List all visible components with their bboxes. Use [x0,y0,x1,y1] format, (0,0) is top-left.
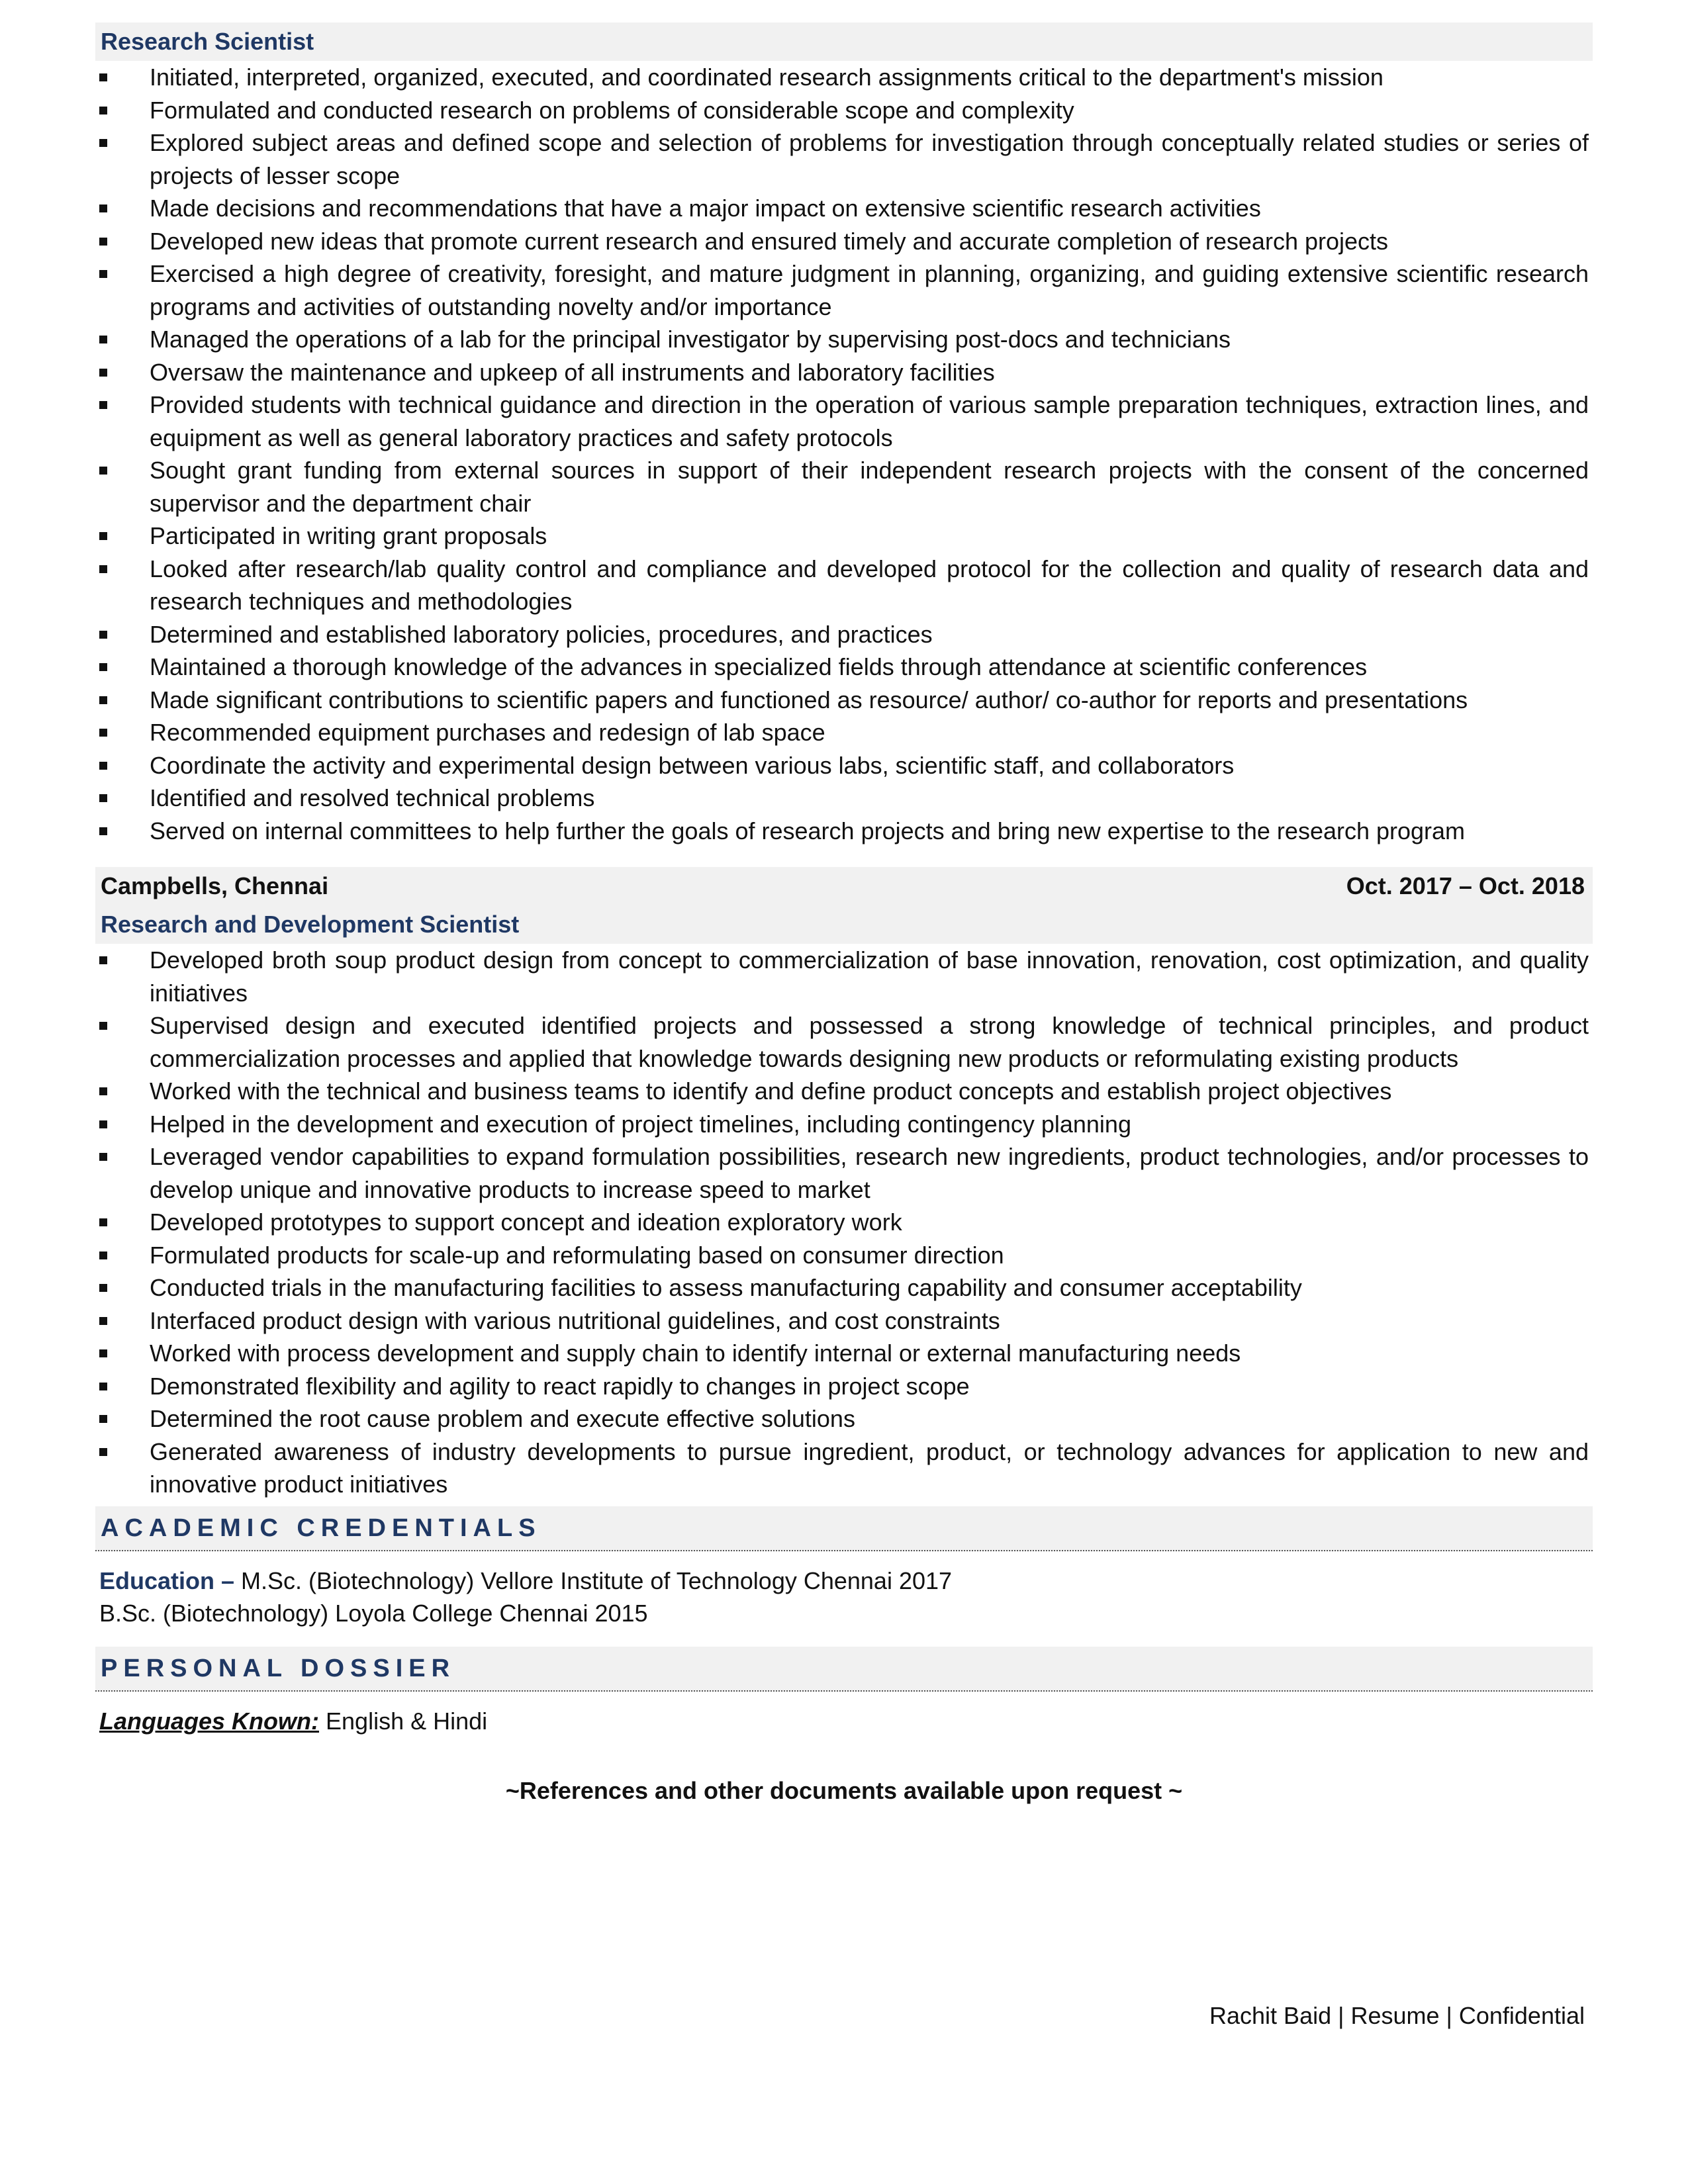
bullet-item [95,1239,1593,1272]
square-bullet-icon [99,1218,107,1226]
languages-value: English & Hindi [326,1707,488,1735]
bullet-item [95,651,1593,684]
bullet-item [95,257,1593,323]
bullet-text: Worked with process development and supply chain to identify internal or external manufacturing needs [150,1340,1241,1367]
bullet-item [95,388,1593,454]
bullet-text: Developed new ideas that promote current research and ensured timely and accurate completion of research projects [150,227,1389,255]
square-bullet-icon [99,1087,107,1095]
bullet-text: Maintained a thorough knowledge of the advances in specialized fields through attendance at scientific conferences [150,653,1368,680]
bullet-text: Explored subject areas and defined scope and selection of problems for investigation through conceptually related studies or series of projects of lesser scope [150,129,1589,189]
company-bar [95,867,1593,905]
bullet-item [95,1108,1593,1141]
square-bullet-icon [99,565,107,573]
square-bullet-icon [99,1349,107,1357]
bullet-item [95,1075,1593,1108]
references-note: ~References and other documents available upon request ~ [505,1777,1183,1804]
square-bullet-icon [99,794,107,802]
bullet-text: Made decisions and recommendations that have a major impact on extensive scientific research activities [150,195,1261,222]
square-bullet-icon [99,1022,107,1030]
square-bullet-icon [99,532,107,540]
education-label: Education – [99,1567,235,1594]
education-msc: M.Sc. (Biotechnology) Vellore Institute of Technology Chennai 2017 [241,1567,953,1594]
square-bullet-icon [99,139,107,147]
bullet-item [95,1304,1593,1338]
bullet-item [95,126,1593,192]
bullet-item [95,323,1593,356]
bullet-text: Demonstrated flexibility and agility to react rapidly to changes in project scope [150,1372,970,1400]
bullet-item [95,1009,1593,1075]
bullet-text: Coordinate the activity and experimental design between various labs, scientific staff, and collaborators [150,751,1235,779]
bullet-item [95,1370,1593,1403]
square-bullet-icon [99,73,107,81]
square-bullet-icon [99,762,107,770]
bullet-item [95,1271,1593,1304]
job-dates: Oct. 2017 – Oct. 2018 [1346,872,1585,899]
job-title-research-scientist: Research Scientist [95,23,1593,61]
bullet-text: Determined the root cause problem and execute effective solutions [150,1405,855,1432]
academic-section-header: ACADEMIC CREDENTIALS [95,1506,1593,1551]
bullet-text: Served on internal committees to help further the goals of research projects and bring new expertise to the research program [150,817,1466,844]
bullet-item [95,815,1593,848]
square-bullet-icon [99,1251,107,1259]
bullet-item [95,1140,1593,1206]
bullet-text: Supervised design and executed identified projects and possessed a strong knowledge of technical principles, and product commercialization processes and applied that knowledge towards designing new products or reformulating existing products [150,1012,1589,1072]
square-bullet-icon [99,270,107,278]
bullet-text: Determined and established laboratory policies, procedures, and practices [150,620,933,648]
square-bullet-icon [99,1383,107,1390]
bullet-text: Oversaw the maintenance and upkeep of all instruments and laboratory facilities [150,358,995,386]
bullet-item [95,94,1593,127]
job1-bullet-list [95,61,1593,847]
bullet-item [95,1402,1593,1435]
bullet-text: Generated awareness of industry developments to pursue ingredient, product, or technology advances for application to new and innovative product initiatives [150,1437,1589,1498]
square-bullet-icon [99,369,107,377]
bullet-text: Helped in the development and execution of project timelines, including contingency planning [150,1110,1131,1138]
square-bullet-icon [99,827,107,835]
bullet-text: Initiated, interpreted, organized, executed, and coordinated research assignments critical to the department's mission [150,64,1383,91]
bullet-text: Identified and resolved technical problems [150,784,595,811]
square-bullet-icon [99,107,107,114]
square-bullet-icon [99,1415,107,1423]
bullet-item [95,944,1593,1009]
square-bullet-icon [99,956,107,964]
bullet-text: Recommended equipment purchases and redesign of lab space [150,719,825,746]
bullet-text: Provided students with technical guidance and direction in the operation of various sample preparation techniques, extraction lines, and equipment as well as general laboratory practices and safety protocols [150,391,1589,451]
bullet-item [95,782,1593,815]
job-block-campbells [95,867,1593,944]
education-bsc: B.Sc. (Biotechnology) Loyola College Chennai 2015 [99,1599,648,1627]
square-bullet-icon [99,467,107,475]
bullet-text: Conducted trials in the manufacturing facilities to assess manufacturing capability and consumer acceptability [150,1274,1302,1301]
square-bullet-icon [99,1284,107,1292]
square-bullet-icon [99,401,107,409]
bullet-item [95,1206,1593,1239]
bullet-text: Developed broth soup product design from concept to commercialization of base innovation, renovation, cost optimization, and quality initiatives [150,946,1589,1007]
bullet-item [95,520,1593,553]
square-bullet-icon [99,696,107,704]
square-bullet-icon [99,205,107,212]
bullet-item [95,1337,1593,1370]
bullet-item [95,356,1593,389]
page-footer: Rachit Baid | Resume | Confidential [1209,2002,1585,2029]
bullet-text: Participated in writing grant proposals [150,522,547,549]
square-bullet-icon [99,631,107,639]
square-bullet-icon [99,1120,107,1128]
bullet-text: Managed the operations of a lab for the principal investigator by supervising post-docs and technicians [150,326,1231,353]
bullet-item [95,716,1593,749]
bullet-text: Sought grant funding from external sources in support of their independent research projects with the consent of the concerned supervisor and the department chair [150,457,1589,517]
square-bullet-icon [99,1153,107,1161]
square-bullet-icon [99,729,107,737]
education-block [95,1565,1593,1629]
bullet-text: Formulated and conducted research on problems of considerable scope and complexity [150,96,1074,124]
job-title-rd-scientist: Research and Development Scientist [95,905,1593,944]
square-bullet-icon [99,238,107,246]
square-bullet-icon [99,1317,107,1325]
bullet-item [95,553,1593,618]
company-name: Campbells, Chennai [101,872,329,899]
square-bullet-icon [99,336,107,343]
bullet-item [95,61,1593,94]
bullet-text: Interfaced product design with various nutritional guidelines, and cost constraints [150,1306,1000,1334]
square-bullet-icon [99,1448,107,1456]
bullet-text: Leveraged vendor capabilities to expand formulation possibilities, research new ingredients, product technologies, and/or processes to develop unique and innovative products to increase speed to market [150,1143,1589,1203]
education-line-1 [99,1565,1593,1597]
bullet-item [95,618,1593,651]
bullet-text: Formulated products for scale-up and reformulating based on consumer direction [150,1241,1004,1269]
personal-section-header: PERSONAL DOSSIER [95,1647,1593,1692]
languages-label: Languages Known: [99,1707,319,1735]
bullet-item [95,454,1593,520]
bullet-item [95,225,1593,258]
bullet-text: Looked after research/lab quality control and compliance and developed protocol for the collection and quality of research data and research techniques and methodologies [150,555,1589,615]
bullet-text: Developed prototypes to support concept and ideation exploratory work [150,1208,902,1236]
bullet-item [95,1435,1593,1501]
bullet-text: Exercised a high degree of creativity, foresight, and mature judgment in planning, organizing, and guiding extensive scientific research programs and activities of outstanding novelty and/or importance [150,260,1589,320]
bullet-text: Made significant contributions to scientific papers and functioned as resource/ author/ co-author for reports and presentations [150,686,1468,713]
job2-bullet-list [95,944,1593,1501]
square-bullet-icon [99,663,107,671]
bullet-item [95,749,1593,782]
resume-page [95,23,1593,2029]
bullet-item [95,192,1593,225]
bullet-text: Worked with the technical and business teams to identify and define product concepts and establish project objectives [150,1077,1392,1105]
languages-line [95,1705,1593,1737]
bullet-item [95,684,1593,717]
